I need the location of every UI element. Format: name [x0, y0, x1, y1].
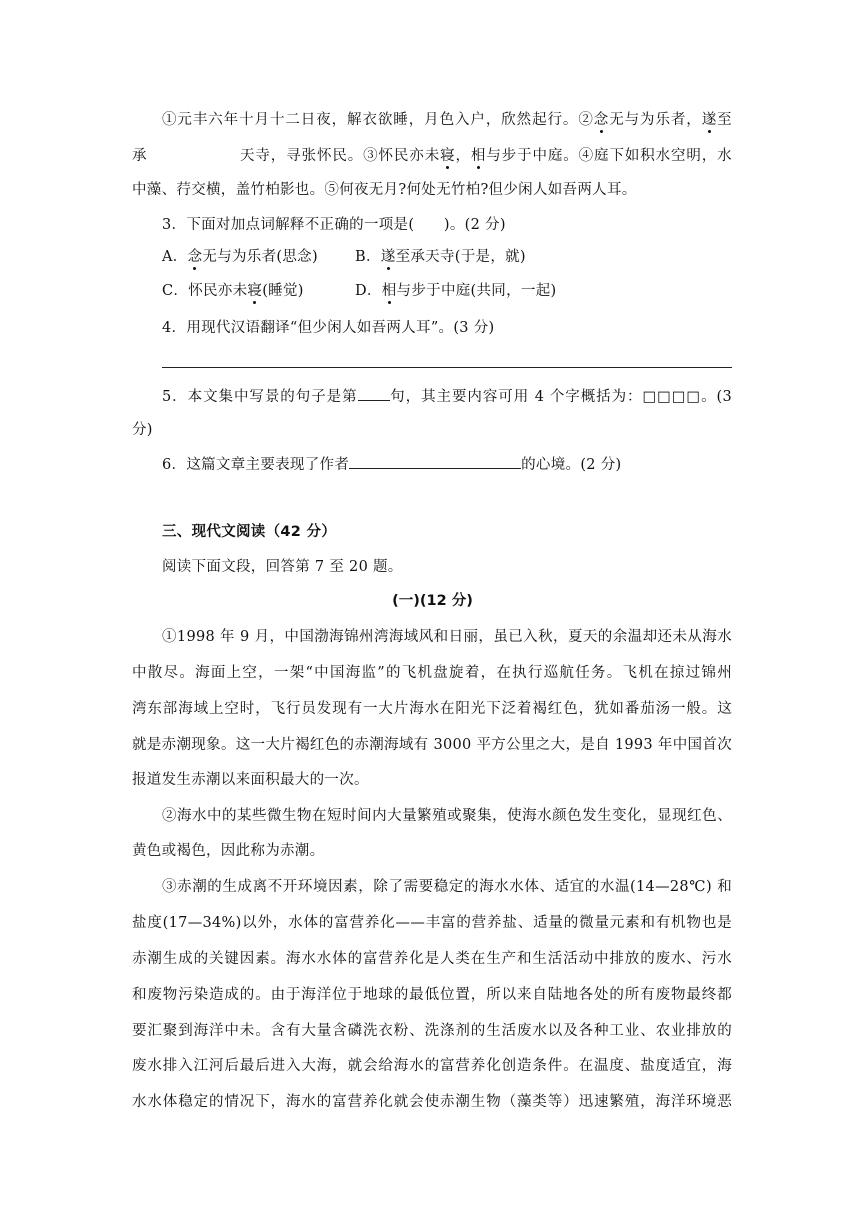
classical-line-1 — [162, 110, 732, 130]
text-segment: 无与为乐者， — [609, 112, 702, 128]
part-title: (一)(12 分) — [392, 593, 473, 609]
question-text: 5．本文集中写景的句子是第 — [162, 389, 358, 405]
question-3-option-b — [355, 247, 526, 267]
question-3-option-a — [162, 247, 318, 267]
question-5 — [162, 386, 732, 407]
dotted-char: 寝 — [440, 148, 456, 164]
question-6 — [162, 454, 621, 475]
dotted-char: 寝 — [247, 283, 263, 299]
question-3-option-d — [355, 281, 556, 301]
text-segment: 承 — [132, 148, 147, 164]
paragraph-line: 盐度(17—34%)以外，水体的富营养化——丰富的营养盐、适量的微量元素和有机物也是 — [132, 915, 732, 931]
option-text: (睡觉) — [262, 283, 304, 299]
text-segment: ①元丰六年十月十二日夜，解衣欲睡，月色入户，欣然起行。② — [162, 112, 594, 128]
dotted-char: 遂 — [701, 112, 718, 128]
paragraph-line: 和废物污染造成的。由于海洋位于地球的最低位置，所以来自陆地各处的所有废物最终都 — [132, 987, 732, 1003]
text-segment: 至 — [717, 112, 732, 128]
question-text: 的心境。(2 分) — [521, 457, 622, 473]
question-3: 3．下面对加点词解释不正确的一项是( )。(2 分) — [162, 217, 506, 233]
paragraph-line: 赤潮生成的关键因素。海水水体的富营养化是人类在生产和生活活动中排放的废水、污水 — [132, 951, 732, 967]
option-text: 无与为乐者(思念) — [202, 249, 318, 265]
paragraph-line: 就是赤潮现象。这一大片褐红色的赤潮海域有 3000 平方公里之大，是自 1993 年中国首次 — [132, 737, 732, 753]
paragraph-line: 湾东部海域上空时，飞行员发现有一大片海水在阳光下泛着褐红色，犹如番茄汤一般。这 — [132, 701, 732, 717]
answer-line[interactable] — [162, 367, 732, 368]
option-label: C．怀民亦未 — [162, 283, 248, 299]
paragraph-line: 报道发生赤潮以来面积最大的一次。 — [132, 772, 369, 788]
question-text: 6．这篇文章主要表现了作者 — [162, 457, 350, 473]
option-text: 至承天寺(于是，就) — [395, 249, 526, 265]
answer-blank[interactable] — [349, 454, 521, 469]
option-text: 与步于中庭(共同，一起) — [396, 283, 557, 299]
classical-line-2a — [132, 146, 147, 166]
question-4: 4．用现代汉语翻译“但少闲人如吾两人耳”。(3 分) — [162, 320, 495, 336]
paragraph-line: ②海水中的某些微生物在短时间内大量繁殖或聚集，使海水颜色发生变化，显现红色、 — [162, 808, 732, 824]
option-label: B． — [355, 249, 381, 265]
question-3-option-c — [162, 281, 304, 301]
text-segment: 天寺，寻张怀民。③怀民亦未 — [240, 148, 441, 164]
paragraph-line: 中散尽。海面上空，一架“中国海监”的飞机盘旋着，在执行巡航任务。飞机在掠过锦州 — [132, 665, 732, 681]
question-5-continued: 分) — [132, 422, 153, 438]
classical-line-2b — [240, 146, 732, 166]
option-label: A． — [162, 249, 188, 265]
classical-line-3: 中藻、荇交横，盖竹柏影也。⑤何夜无月?何处无竹柏?但少闲人如吾两人耳。 — [132, 182, 637, 198]
section-instruction: 阅读下面文段，回答第 7 至 20 题。 — [162, 559, 403, 575]
dotted-char: 相 — [381, 283, 397, 299]
paragraph-line: 废水排入江河后最后进入大海，就会给海水的富营养化创造条件。在温度、盐度适宜，海 — [132, 1058, 732, 1074]
option-label: D． — [355, 283, 382, 299]
paragraph-line: 黄色或褐色，因此称为赤潮。 — [132, 843, 325, 859]
text-segment: ， — [455, 148, 471, 164]
dotted-char: 相 — [470, 148, 487, 164]
paragraph-line: ①1998 年 9 月，中国渤海锦州湾海域风和日丽，虽已入秋，夏天的余温却还未从海水 — [162, 629, 732, 645]
dotted-char: 遂 — [380, 249, 396, 265]
dotted-char: 念 — [187, 249, 203, 265]
paragraph-line: 水水体稳定的情况下，海水的富营养化就会使赤潮生物（藻类等）迅速繁殖，海洋环境恶 — [132, 1094, 732, 1110]
paragraph-line: 要汇聚到海洋中未。含有大量含磷洗衣粉、洗涤剂的生活废水以及各种工业、农业排放的 — [132, 1023, 732, 1039]
text-segment: 与步于中庭。④庭下如积水空明，水 — [486, 148, 732, 164]
dotted-char: 念 — [593, 112, 610, 128]
section-title: 三、现代文阅读（42 分） — [162, 524, 337, 540]
question-text: 句，其主要内容可用 4 个字概括为：□□□□。(3 — [389, 389, 733, 405]
answer-blank[interactable] — [358, 386, 390, 401]
paragraph-line: ③赤潮的生成离不开环境因素，除了需要稳定的海水水体、适宜的水温(14—28℃) 和 — [162, 879, 732, 895]
